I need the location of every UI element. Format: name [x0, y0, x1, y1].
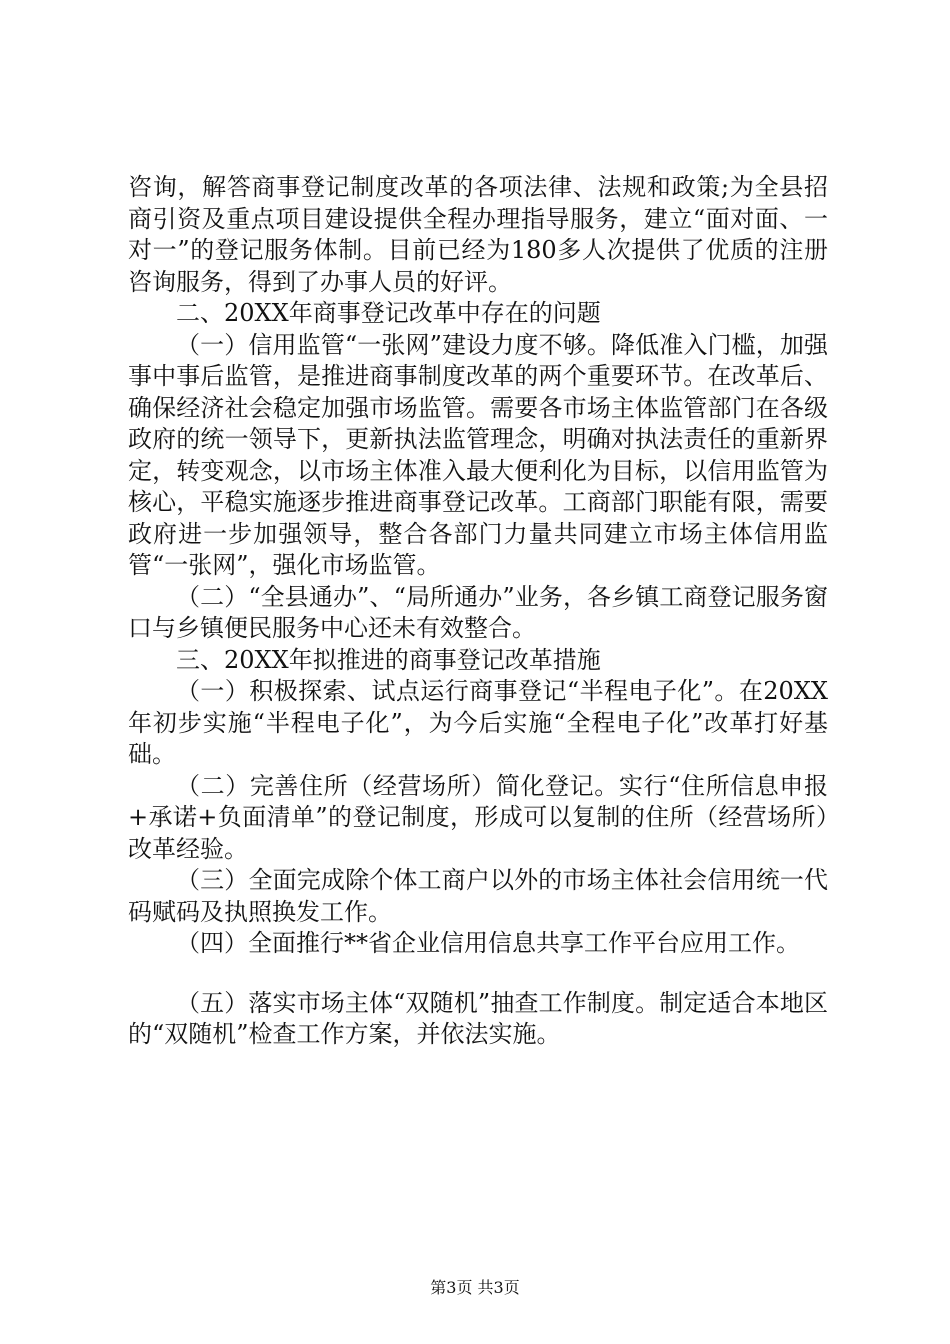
section-heading-problems: 二、20XX年商事登记改革中存在的问题	[176, 299, 601, 327]
paragraph-measure-1: （一）积极探索、试点运行商事登记“半程电子化”。在20XX年初步实施“半程电子化”，为今后实施“全程电子化”改革打好基础。	[128, 677, 828, 768]
paragraph-county-service: （二）“全县通办”、“局所通办”业务，各乡镇工商登记服务窗口与乡镇便民服务中心还未有效整合。	[128, 582, 828, 642]
page-number-footer: 第3页 共3页	[430, 1278, 520, 1297]
paragraph-measure-4: （四）全面推行**省企业信用信息共享工作平台应用工作。	[176, 929, 800, 957]
paragraph-measure-5: （五）落实市场主体“双随机”抽查工作制度。制定适合本地区的“双随机”检查工作方案，并依法实施。	[128, 988, 828, 1048]
document-body	[128, 172, 828, 1051]
paragraph-credit-supervision: （一）信用监管“一张网”建设力度不够。降低准入门槛，加强事中事后监管，是推进商事制度改革的两个重要环节。在改革后、确保经济社会稳定加强市场监管。需要各市场主体监管部门在各级政府的统一领导下，更新执法监管理念，明确对执法责任的重新界定，转变观念，以市场主体准入最大便利化为目标，以信用监管为核心，平稳实施逐步推进商事登记改革。工商部门职能有限，需要政府进一步加强领导，整合各部门力量共同建立市场主体信用监管“一张网”，强化市场监管。	[128, 330, 828, 579]
paragraph-measure-2: （二）完善住所（经营场所）简化登记。实行“住所信息申报+承诺+负面清单”的登记制度，形成可以复制的住所（经营场所）改革经验。	[128, 771, 828, 863]
section-heading-measures: 三、20XX年拟推进的商事登记改革措施	[176, 645, 601, 674]
paragraph-continuation: 咨询，解答商事登记制度改革的各项法律、法规和政策;为全县招商引资及重点项目建设提供全程办理指导服务，建立“面对面、一对一”的登记服务体制。目前已经为180多人次提供了优质的注册咨询服务，得到了办事人员的好评。	[128, 173, 828, 296]
paragraph-measure-3: （三）全面完成除个体工商户以外的市场主体社会信用统一代码赋码及执照换发工作。	[128, 866, 828, 926]
